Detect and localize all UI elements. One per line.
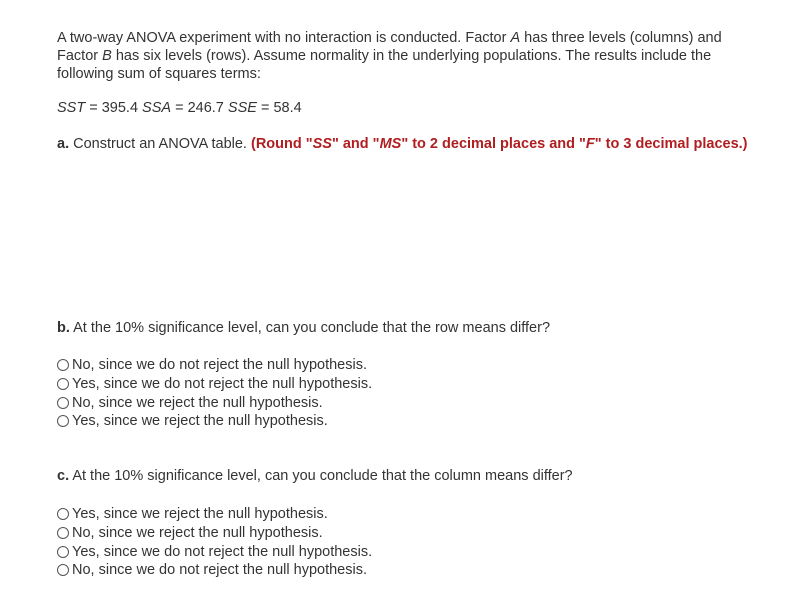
rounding-text: " and " — [331, 136, 380, 152]
factor-a: A — [510, 30, 521, 46]
part-c-option-3[interactable] — [57, 542, 372, 561]
sse-value: = 58.4 — [256, 100, 302, 116]
rounding-text: " to 2 decimal places and " — [401, 136, 586, 152]
option-label: Yes, since we do not reject the null hypothesis. — [72, 376, 373, 393]
radio-button-icon[interactable] — [57, 564, 69, 576]
radio-button-icon[interactable] — [57, 508, 69, 520]
factor-b: B — [102, 48, 112, 64]
part-c-option-4[interactable] — [57, 561, 372, 580]
part-c-options — [57, 505, 372, 580]
intro-text: has six levels (rows). Assume normality in the underlying populations. The results include the following sum of squares terms: — [57, 48, 712, 82]
anova-table-area — [57, 180, 657, 310]
rounding-f: F — [585, 136, 595, 152]
rounding-instruction — [251, 136, 748, 152]
option-label: Yes, since we reject the null hypothesis. — [72, 506, 328, 523]
radio-button-icon[interactable] — [57, 415, 69, 427]
part-b-option-1[interactable] — [57, 356, 372, 375]
rounding-ms: MS — [379, 136, 402, 152]
part-c-option-2[interactable] — [57, 524, 372, 543]
sum-of-squares — [57, 99, 302, 117]
option-label: Yes, since we do not reject the null hypothesis. — [72, 543, 373, 560]
ssa-label: SSA — [142, 100, 172, 116]
radio-button-icon[interactable] — [57, 378, 69, 390]
part-b-options — [57, 356, 372, 431]
part-c-question — [57, 467, 573, 485]
part-c-text: At the 10% significance level, can you conclude that the column means differ? — [69, 468, 573, 484]
problem-statement — [57, 29, 757, 83]
rounding-text: " to 3 decimal places.) — [594, 136, 748, 152]
radio-button-icon[interactable] — [57, 546, 69, 558]
part-c-letter: c. — [57, 468, 70, 484]
part-b-question — [57, 319, 550, 337]
ssa-value: = 246.7 — [171, 100, 228, 116]
part-c-option-1[interactable] — [57, 505, 372, 524]
radio-button-icon[interactable] — [57, 527, 69, 539]
option-label: No, since we do not reject the null hypothesis. — [72, 562, 367, 579]
option-label: Yes, since we reject the null hypothesis. — [72, 413, 328, 430]
part-b-text: At the 10% significance level, can you conclude that the row means differ? — [69, 320, 551, 336]
rounding-ss: SS — [312, 136, 332, 152]
sst-label: SST — [57, 100, 86, 116]
part-b-option-2[interactable] — [57, 375, 372, 394]
radio-button-icon[interactable] — [57, 359, 69, 371]
part-b-option-3[interactable] — [57, 393, 372, 412]
sst-value: = 395.4 — [85, 100, 143, 116]
rounding-text: (Round " — [250, 136, 313, 152]
option-label: No, since we do not reject the null hypothesis. — [72, 357, 367, 374]
part-b-letter: b. — [57, 320, 70, 336]
part-a-text: Construct an ANOVA table. — [69, 136, 251, 152]
intro-text: A two-way ANOVA experiment with no interaction is conducted. Factor — [57, 30, 511, 46]
part-b-option-4[interactable] — [57, 412, 372, 431]
sse-label: SSE — [227, 100, 257, 116]
radio-button-icon[interactable] — [57, 397, 69, 409]
option-label: No, since we reject the null hypothesis. — [72, 394, 323, 411]
intro-text: has three levels (columns) and Factor — [57, 30, 722, 64]
option-label: No, since we reject the null hypothesis. — [72, 525, 323, 542]
part-a-question — [57, 135, 748, 153]
part-a-letter: a. — [57, 136, 70, 152]
